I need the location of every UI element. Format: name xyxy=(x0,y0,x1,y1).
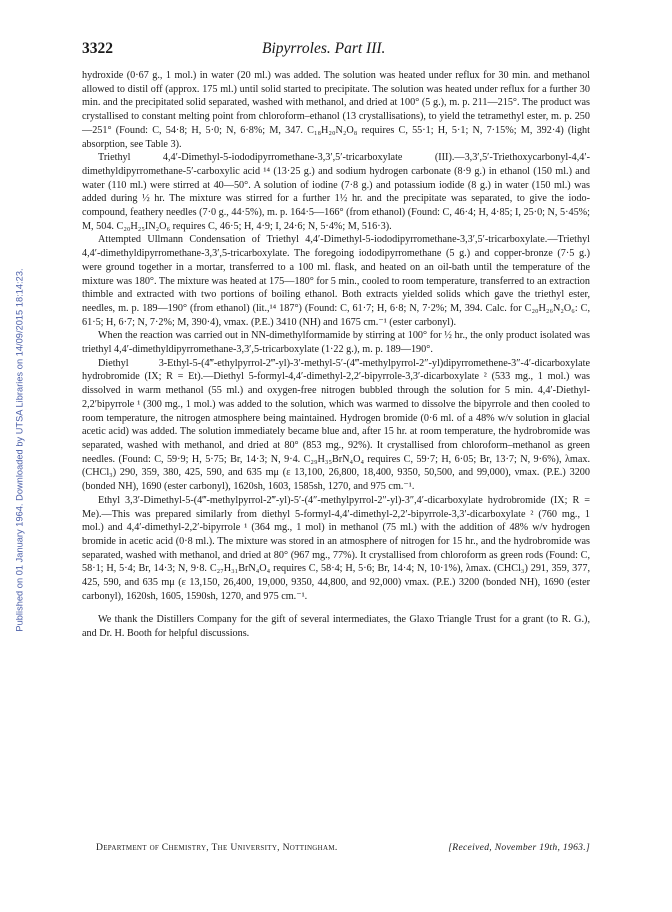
paragraph-ethyl-hydrobromide: Ethyl 3,3′-Dimethyl-5-(4‴-methylpyrrol-2‴-yl)-5′-(4″-methylpyrrol-2″-yl)-3″,4′-dicarboxylate hydrobromide (IX; R = Me).—This was prepared similarly from diethyl 5-formyl-4,4′-dimethyl-2,2′-bipyrrole-3,3′-dicarboxylate ² (760 mg., 1 mol.) and 4,4′-dimethyl-2,2′-bipyrrole ¹ (364 mg., 1 mol) in methanol (75 ml.) with the addition of 48% w/v hydrogen bromide in acetic acid (0·8 ml.). The mixture was stored in an atmosphere of nitrogen for 15 hr., and the hydrobromide was separated, washed with methanol, and dried at 80° (967 mg., 77%). It crystallised from chloroform as green rods (Found: C, 58·1; H, 5·4; Br, 14·3; N, 9·8. C₂₇H₃₁BrN₄O₄ requires C, 58·4; H, 5·6; Br, 14·4; N, 10·1%), λmax. (CHCl₃) 291, 359, 377, 425, 590, and 635 mμ (ε 13,150, 26,400, 19,000, 9350, 44,800, and 92,000) νmax. (P.E.) 3200 (bonded NH), 1690 (ester carbonyl), 1620sh, 1605, 1590sh, 1270, and 975 cm.⁻¹. xyxy=(82,494,590,602)
publication-watermark xyxy=(13,160,27,740)
paragraph-tetramethyl-ester: hydroxide (0·67 g., 1 mol.) in water (20 ml.) was added. The solution was heated under reflux for 30 min. and methanol allowed to distil off (approx. 175 ml.) until solid started to precipitate. The solution was heated under reflux for a further 30 min. and the precipitated solid separated, washed with methanol, and dried at 100° (5 g.), m. p. 211—215°. The product was crystallised to constant melting point from chloroform–ethanol (13 crystallisations), to yield the tetramethyl ester, m. p. 250—251° (Found: C, 54·8; H, 5·0; N, 6·8%; M, 347. C₁₈H₂₀N₂O₈ requires C, 55·1; H, 5·1; N, 7·15%; M, 392·4) (light absorption, see Table 3). xyxy=(82,70,590,150)
page-number: 3322 xyxy=(82,40,113,57)
watermark-text: Published on 01 January 1964. Downloaded by UTSA Libraries on 14/09/2015 18:14:23. xyxy=(15,268,25,632)
received-date: [Received, November 19th, 1963.] xyxy=(448,842,590,853)
article-footer xyxy=(96,842,590,853)
page-header xyxy=(82,40,588,58)
paragraph-dimethylformamide-reaction: When the reaction was carried out in NN-dimethylformamide by stirring at 100° for ½ hr., the only product isolated was triethyl 4,4′-dimethyldipyrromethane-3,3′,5-tricarboxylate (1·22 g.), m. p. 189—190°. xyxy=(82,330,590,356)
paragraph-acknowledgements: We thank the Distillers Company for the gift of several intermediates, the Glaxo Triangle Trust for a grant (to R. G.), and Dr. H. Booth for helpful discussions. xyxy=(82,614,590,640)
article-body xyxy=(82,69,590,641)
paragraph-iodo-compound: Triethyl 4,4′-Dimethyl-5-iododipyrromethane-3,3′,5′-tricarboxylate (III).—3,3′,5′-Triethoxycarbonyl-4,4′-dimethyldipyrromethane-5′-carboxylic acid ¹⁴ (13·25 g.) and sodium hydrogen carbonate (8·9 g.) in ethanol (150 ml.) and water (110 ml.) were stirred at 40—50°. A solution of iodine (7·8 g.) and potassium iodide (8 g.) in water (150 ml.) was added during ½ hr. The mixture was stirred for a further 1½ hr. and the precipitate was separated, to give the iodo-compound, feathery needles (7·0 g., 44·5%), m. p. 164·5—166° (from ethanol) (Found: C, 46·4; H, 4·85; I, 25·0; N, 5·45%; M, 504. C₂₀H₂₅IN₂O₆ requires C, 46·5; H, 4·9; I, 24·6; N, 5·4%; M, 516·3). xyxy=(82,152,590,232)
department-address: Department of Chemistry, The University, Nottingham. xyxy=(96,842,338,853)
paragraph-diethyl-hydrobromide: Diethyl 3-Ethyl-5-(4‴-ethylpyrrol-2‴-yl)-3′-methyl-5′-(4‴-methylpyrrol-2″-yl)dipyrromethene-3″-4′-dicarboxylate hydrobromide (IX; R = Et).—Diethyl 5-formyl-4,4′-dimethyl-2,2′-bipyrrole-3,3′-dicarboxylate ² (533 mg., 1 mol.) was dissolved in warm methanol (55 ml.) and oxygen-free nitrogen bubbled through the solution for 5 min. 4,4′-Diethyl-2,2′bipyrrole ¹ (300 mg., 1 mol.) was added to the solution, which was warmed to dissolve the bipyrrole and then cooled to room temperature, the nitrogen atmosphere being maintained. Hydrogen bromide (0·6 ml. of a 48% w/v solution in glacial acetic acid) was added. The solution immediately became blue and, after 15 hr. at room temperature, the hydrobromide was separated, washed with methanol, and dried at 80° (853 mg., 92%). It crystallised from chloroform–methanol as green needles. (Found: C, 59·9; H, 5·75; Br, 14·3; N, 9·4. C₂₉H₃₅BrN₄O₄ requires C, 59·7; H, 6·05; Br, 13·7; N, 9·6%), λmax. (CHCl₃) 290, 359, 380, 425, 590, and 635 mμ (ε 13,100, 26,800, 18,400, 9350, 50,500, and 99,000), νmax. (P.E.) 3200 (bonded NH), 1690 (ester carbonyl), 1620sh, 1603, 1585sh, 1270, and 975 cm.⁻¹. xyxy=(82,357,590,493)
paragraph-ullmann-condensation: Attempted Ullmann Condensation of Triethyl 4,4′-Dimethyl-5-iododipyrromethane-3,3′,5′-tricarboxylate.—Triethyl 4,4′-dimethyldipyrromethane-3,3′,5-tricarboxylate. The foregoing iododipyrromethane (5 g.) and copper-bronze (7·5 g.) were ground together in a mortar, transferred to a 100 ml. flask, and heated on an oil-bath until the temperature of the mixture was 180°. The mixture was heated at 175—180° for 5 min., cooled to room temperature, transferred to an extraction thimble and extracted with two portions of boiling ethanol. Both extracts yielded solids which gave the triethyl ester, needles, m. p. 189—190° (from ethanol) (lit.,¹⁴ 187°) (Found: C, 61·7; H, 6·8; N, 7·2%; M, 394. Calc. for C₂₀H₂₆N₂O₆: C, 61·5; H, 6·7; N, 7·2%; M, 390·4), νmax. (P.E.) 3410 (NH) and 1675 cm.⁻¹ (ester carbonyl). xyxy=(82,234,590,328)
running-title: Bipyrroles. Part III. xyxy=(262,40,386,57)
